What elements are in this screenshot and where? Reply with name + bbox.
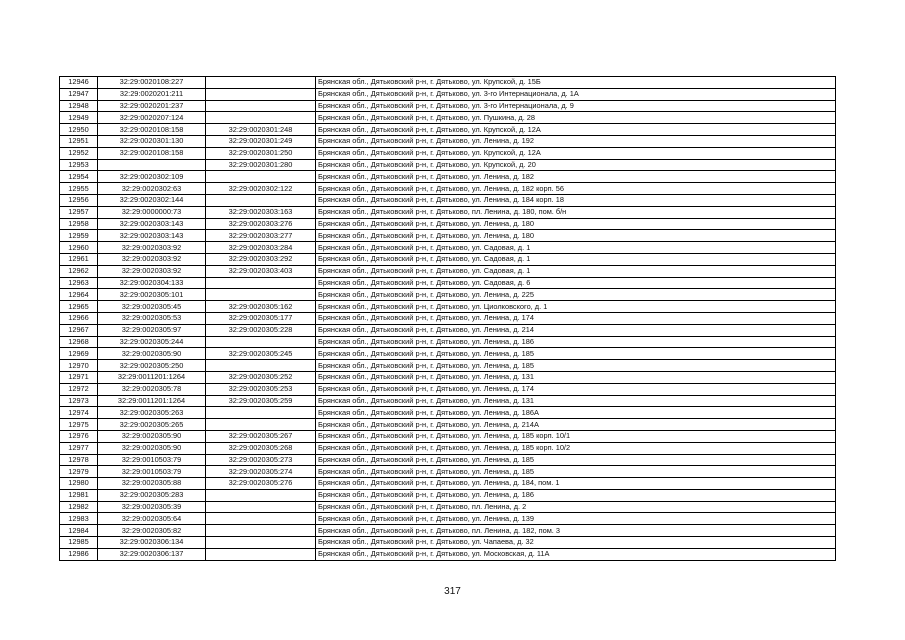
related-cadastral-number-cell: 32:29:0020303:284: [206, 242, 316, 254]
row-number-cell: 12973: [60, 395, 98, 407]
address-cell: Брянская обл., Дятьковский р-н, г. Дятьково, ул. Крупской, д. 12А: [316, 124, 836, 136]
table-row: [60, 548, 836, 560]
row-number-cell: 12947: [60, 88, 98, 100]
row-number-cell: 12982: [60, 501, 98, 513]
address-cell: Брянская обл., Дятьковский р-н, г. Дятьково, ул. Садовая, д. 1: [316, 265, 836, 277]
cadastral-number-cell: 32:29:0020302:109: [98, 171, 206, 183]
table-row: [60, 230, 836, 242]
related-cadastral-number-cell: [206, 88, 316, 100]
table-row: [60, 466, 836, 478]
table-row: [60, 253, 836, 265]
row-number-cell: 12965: [60, 301, 98, 313]
cadastral-number-cell: 32:29:0010503:79: [98, 466, 206, 478]
row-number-cell: 12949: [60, 112, 98, 124]
table-row: [60, 218, 836, 230]
table-row: [60, 537, 836, 549]
related-cadastral-number-cell: 32:29:0020305:268: [206, 442, 316, 454]
related-cadastral-number-cell: 32:29:0020305:267: [206, 430, 316, 442]
related-cadastral-number-cell: [206, 489, 316, 501]
page-number: 317: [444, 586, 461, 597]
table-row: [60, 430, 836, 442]
related-cadastral-number-cell: 32:29:0020305:276: [206, 478, 316, 490]
cadastral-number-cell: 32:29:0011201:1264: [98, 395, 206, 407]
cadastral-number-cell: 32:29:0020302:63: [98, 183, 206, 195]
related-cadastral-number-cell: 32:29:0020305:274: [206, 466, 316, 478]
table-row: [60, 371, 836, 383]
related-cadastral-number-cell: 32:29:0020301:280: [206, 159, 316, 171]
row-number-cell: 12983: [60, 513, 98, 525]
cadastral-number-cell: 32:29:0020201:237: [98, 100, 206, 112]
table-row: [60, 360, 836, 372]
address-cell: Брянская обл., Дятьковский р-н, г. Дятьково, ул. Ленина, д. 174: [316, 312, 836, 324]
cadastral-number-cell: 32:29:0020305:78: [98, 383, 206, 395]
related-cadastral-number-cell: [206, 336, 316, 348]
row-number-cell: 12970: [60, 360, 98, 372]
row-number-cell: 12968: [60, 336, 98, 348]
cadastral-number-cell: 32:29:0020108:158: [98, 147, 206, 159]
row-number-cell: 12946: [60, 77, 98, 89]
address-cell: Брянская обл., Дятьковский р-н, г. Дятьково, ул. Ленина, д. 184 корп. 18: [316, 194, 836, 206]
address-cell: Брянская обл., Дятьковский р-н, г. Дятьково, ул. Садовая, д. 1: [316, 253, 836, 265]
row-number-cell: 12955: [60, 183, 98, 195]
related-cadastral-number-cell: 32:29:0020303:163: [206, 206, 316, 218]
related-cadastral-number-cell: 32:29:0020305:245: [206, 348, 316, 360]
related-cadastral-number-cell: 32:29:0020305:273: [206, 454, 316, 466]
related-cadastral-number-cell: 32:29:0020305:253: [206, 383, 316, 395]
registry-table-body: [60, 77, 836, 561]
address-cell: Брянская обл., Дятьковский р-н, г. Дятьково, ул. Ленина, д. 185 корп. 10/1: [316, 430, 836, 442]
address-cell: Брянская обл., Дятьковский р-н, г. Дятьково, ул. Садовая, д. 1: [316, 242, 836, 254]
table-row: [60, 171, 836, 183]
cadastral-number-cell: 32:29:0020305:39: [98, 501, 206, 513]
row-number-cell: 12971: [60, 371, 98, 383]
row-number-cell: 12969: [60, 348, 98, 360]
table-row: [60, 277, 836, 289]
related-cadastral-number-cell: 32:29:0020305:228: [206, 324, 316, 336]
row-number-cell: 12957: [60, 206, 98, 218]
related-cadastral-number-cell: [206, 537, 316, 549]
related-cadastral-number-cell: 32:29:0020305:252: [206, 371, 316, 383]
table-row: [60, 525, 836, 537]
cadastral-number-cell: 32:29:0020108:227: [98, 77, 206, 89]
related-cadastral-number-cell: 32:29:0020302:122: [206, 183, 316, 195]
related-cadastral-number-cell: [206, 112, 316, 124]
table-row: [60, 124, 836, 136]
table-row: [60, 183, 836, 195]
related-cadastral-number-cell: [206, 77, 316, 89]
row-number-cell: 12964: [60, 289, 98, 301]
table-row: [60, 312, 836, 324]
address-cell: Брянская обл., Дятьковский р-н, г. Дятьково, ул. Ленина, д. 185: [316, 466, 836, 478]
related-cadastral-number-cell: 32:29:0020305:162: [206, 301, 316, 313]
cadastral-number-cell: 32:29:0020301:130: [98, 135, 206, 147]
table-row: [60, 77, 836, 89]
cadastral-number-cell: 32:29:0020305:90: [98, 430, 206, 442]
cadastral-number-cell: 32:29:0000000:73: [98, 206, 206, 218]
table-row: [60, 100, 836, 112]
row-number-cell: 12958: [60, 218, 98, 230]
row-number-cell: 12962: [60, 265, 98, 277]
related-cadastral-number-cell: [206, 360, 316, 372]
related-cadastral-number-cell: 32:29:0020305:259: [206, 395, 316, 407]
table-row: [60, 242, 836, 254]
related-cadastral-number-cell: 32:29:0020303:292: [206, 253, 316, 265]
related-cadastral-number-cell: 32:29:0020305:177: [206, 312, 316, 324]
related-cadastral-number-cell: [206, 525, 316, 537]
address-cell: Брянская обл., Дятьковский р-н, г. Дятьково, ул. Ленина, д. 185 корп. 10/2: [316, 442, 836, 454]
address-cell: Брянская обл., Дятьковский р-н, г. Дятьково, ул. Ленина, д. 131: [316, 395, 836, 407]
related-cadastral-number-cell: [206, 548, 316, 560]
cadastral-number-cell: 32:29:0020305:88: [98, 478, 206, 490]
table-row: [60, 88, 836, 100]
address-cell: Брянская обл., Дятьковский р-н, г. Дятьково, пл. Ленина, д. 180, пом. б/н: [316, 206, 836, 218]
row-number-cell: 12976: [60, 430, 98, 442]
cadastral-number-cell: 32:29:0020303:92: [98, 265, 206, 277]
cadastral-number-cell: 32:29:0020305:283: [98, 489, 206, 501]
cadastral-number-cell: 32:29:0020305:64: [98, 513, 206, 525]
cadastral-number-cell: 32:29:0020306:137: [98, 548, 206, 560]
cadastral-number-cell: 32:29:0020303:92: [98, 253, 206, 265]
cadastral-number-cell: 32:29:0020305:53: [98, 312, 206, 324]
table-row: [60, 301, 836, 313]
table-row: [60, 513, 836, 525]
table-row: [60, 265, 836, 277]
row-number-cell: 12951: [60, 135, 98, 147]
address-cell: Брянская обл., Дятьковский р-н, г. Дятьково, ул. Крупской, д. 15Б: [316, 77, 836, 89]
address-cell: Брянская обл., Дятьковский р-н, г. Дятьково, ул. Ленина, д. 186: [316, 336, 836, 348]
row-number-cell: 12977: [60, 442, 98, 454]
table-row: [60, 395, 836, 407]
table-row: [60, 348, 836, 360]
address-cell: Брянская обл., Дятьковский р-н, г. Дятьково, ул. 3-го Интернационала, д. 1А: [316, 88, 836, 100]
related-cadastral-number-cell: 32:29:0020303:277: [206, 230, 316, 242]
table-row: [60, 442, 836, 454]
cadastral-number-cell: 32:29:0020305:101: [98, 289, 206, 301]
row-number-cell: 12974: [60, 407, 98, 419]
cadastral-number-cell: 32:29:0020303:143: [98, 230, 206, 242]
address-cell: Брянская обл., Дятьковский р-н, г. Дятьково, ул. Чапаева, д. 32: [316, 537, 836, 549]
address-cell: Брянская обл., Дятьковский р-н, г. Дятьково, ул. Пушкина, д. 28: [316, 112, 836, 124]
cadastral-number-cell: 32:29:0020303:92: [98, 242, 206, 254]
related-cadastral-number-cell: 32:29:0020301:250: [206, 147, 316, 159]
row-number-cell: 12961: [60, 253, 98, 265]
row-number-cell: 12980: [60, 478, 98, 490]
row-number-cell: 12972: [60, 383, 98, 395]
row-number-cell: 12981: [60, 489, 98, 501]
table-row: [60, 336, 836, 348]
address-cell: Брянская обл., Дятьковский р-н, г. Дятьково, ул. Ленина, д. 139: [316, 513, 836, 525]
address-cell: Брянская обл., Дятьковский р-н, г. Дятьково, ул. Ленина, д. 180: [316, 218, 836, 230]
row-number-cell: 12960: [60, 242, 98, 254]
table-row: [60, 419, 836, 431]
cadastral-number-cell: 32:29:0020305:82: [98, 525, 206, 537]
row-number-cell: 12975: [60, 419, 98, 431]
table-row: [60, 147, 836, 159]
address-cell: Брянская обл., Дятьковский р-н, г. Дятьково, ул. Ленина, д. 185: [316, 454, 836, 466]
table-row: [60, 407, 836, 419]
address-cell: Брянская обл., Дятьковский р-н, г. Дятьково, ул. Крупской, д. 20: [316, 159, 836, 171]
related-cadastral-number-cell: 32:29:0020303:276: [206, 218, 316, 230]
table-row: [60, 112, 836, 124]
related-cadastral-number-cell: 32:29:0020301:248: [206, 124, 316, 136]
table-row: [60, 159, 836, 171]
address-cell: Брянская обл., Дятьковский р-н, г. Дятьково, пл. Ленина, д. 182, пом. 3: [316, 525, 836, 537]
cadastral-number-cell: 32:29:0020305:97: [98, 324, 206, 336]
cadastral-number-cell: 32:29:0020201:211: [98, 88, 206, 100]
registry-table: [59, 76, 836, 561]
cadastral-number-cell: 32:29:0010503:79: [98, 454, 206, 466]
cadastral-number-cell: 32:29:0020306:134: [98, 537, 206, 549]
address-cell: Брянская обл., Дятьковский р-н, г. Дятьково, ул. Ленина, д. 192: [316, 135, 836, 147]
address-cell: Брянская обл., Дятьковский р-н, г. Дятьково, ул. Садовая, д. 6: [316, 277, 836, 289]
cadastral-number-cell: [98, 159, 206, 171]
row-number-cell: 12966: [60, 312, 98, 324]
address-cell: Брянская обл., Дятьковский р-н, г. Дятьково, ул. Циолковского, д. 1: [316, 301, 836, 313]
table-row: [60, 383, 836, 395]
row-number-cell: 12948: [60, 100, 98, 112]
table-row: [60, 324, 836, 336]
row-number-cell: 12986: [60, 548, 98, 560]
related-cadastral-number-cell: [206, 277, 316, 289]
table-row: [60, 501, 836, 513]
address-cell: Брянская обл., Дятьковский р-н, г. Дятьково, ул. Ленина, д. 185: [316, 348, 836, 360]
cadastral-number-cell: 32:29:0020303:143: [98, 218, 206, 230]
address-cell: Брянская обл., Дятьковский р-н, г. Дятьково, ул. Ленина, д. 225: [316, 289, 836, 301]
related-cadastral-number-cell: [206, 501, 316, 513]
row-number-cell: 12967: [60, 324, 98, 336]
row-number-cell: 12959: [60, 230, 98, 242]
row-number-cell: 12953: [60, 159, 98, 171]
related-cadastral-number-cell: [206, 513, 316, 525]
table-row: [60, 206, 836, 218]
cadastral-number-cell: 32:29:0020305:263: [98, 407, 206, 419]
related-cadastral-number-cell: [206, 100, 316, 112]
address-cell: Брянская обл., Дятьковский р-н, г. Дятьково, ул. Ленина, д. 182 корп. 56: [316, 183, 836, 195]
cadastral-number-cell: 32:29:0020305:265: [98, 419, 206, 431]
address-cell: Брянская обл., Дятьковский р-н, г. Дятьково, ул. Ленина, д. 184, пом. 1: [316, 478, 836, 490]
cadastral-number-cell: 32:29:0020305:250: [98, 360, 206, 372]
table-row: [60, 478, 836, 490]
related-cadastral-number-cell: [206, 419, 316, 431]
address-cell: Брянская обл., Дятьковский р-н, г. Дятьково, ул. Ленина, д. 180: [316, 230, 836, 242]
cadastral-number-cell: 32:29:0020302:144: [98, 194, 206, 206]
row-number-cell: 12963: [60, 277, 98, 289]
related-cadastral-number-cell: [206, 194, 316, 206]
cadastral-number-cell: 32:29:0020305:244: [98, 336, 206, 348]
address-cell: Брянская обл., Дятьковский р-н, г. Дятьково, ул. 3-го Интернационала, д. 9: [316, 100, 836, 112]
address-cell: Брянская обл., Дятьковский р-н, г. Дятьково, ул. Московская, д. 11А: [316, 548, 836, 560]
cadastral-number-cell: 32:29:0011201:1264: [98, 371, 206, 383]
cadastral-number-cell: 32:29:0020305:90: [98, 348, 206, 360]
address-cell: Брянская обл., Дятьковский р-н, г. Дятьково, ул. Ленина, д. 174: [316, 383, 836, 395]
table-row: [60, 194, 836, 206]
address-cell: Брянская обл., Дятьковский р-н, г. Дятьково, ул. Ленина, д. 186: [316, 489, 836, 501]
address-cell: Брянская обл., Дятьковский р-н, г. Дятьково, ул. Ленина, д. 186А: [316, 407, 836, 419]
related-cadastral-number-cell: [206, 171, 316, 183]
row-number-cell: 12979: [60, 466, 98, 478]
row-number-cell: 12952: [60, 147, 98, 159]
table-row: [60, 289, 836, 301]
address-cell: Брянская обл., Дятьковский р-н, г. Дятьково, ул. Ленина, д. 214: [316, 324, 836, 336]
address-cell: Брянская обл., Дятьковский р-н, г. Дятьково, ул. Крупской, д. 12А: [316, 147, 836, 159]
cadastral-number-cell: 32:29:0020305:45: [98, 301, 206, 313]
table-row: [60, 454, 836, 466]
row-number-cell: 12954: [60, 171, 98, 183]
address-cell: Брянская обл., Дятьковский р-н, г. Дятьково, ул. Ленина, д. 185: [316, 360, 836, 372]
cadastral-number-cell: 32:29:0020305:90: [98, 442, 206, 454]
table-row: [60, 135, 836, 147]
related-cadastral-number-cell: [206, 289, 316, 301]
row-number-cell: 12978: [60, 454, 98, 466]
related-cadastral-number-cell: 32:29:0020301:249: [206, 135, 316, 147]
address-cell: Брянская обл., Дятьковский р-н, г. Дятьково, пл. Ленина, д. 2: [316, 501, 836, 513]
address-cell: Брянская обл., Дятьковский р-н, г. Дятьково, ул. Ленина, д. 214А: [316, 419, 836, 431]
row-number-cell: 12956: [60, 194, 98, 206]
related-cadastral-number-cell: [206, 407, 316, 419]
table-row: [60, 489, 836, 501]
cadastral-number-cell: 32:29:0020304:133: [98, 277, 206, 289]
related-cadastral-number-cell: 32:29:0020303:403: [206, 265, 316, 277]
row-number-cell: 12950: [60, 124, 98, 136]
row-number-cell: 12984: [60, 525, 98, 537]
cadastral-number-cell: 32:29:0020108:158: [98, 124, 206, 136]
row-number-cell: 12985: [60, 537, 98, 549]
address-cell: Брянская обл., Дятьковский р-н, г. Дятьково, ул. Ленина, д. 182: [316, 171, 836, 183]
cadastral-number-cell: 32:29:0020207:124: [98, 112, 206, 124]
address-cell: Брянская обл., Дятьковский р-н, г. Дятьково, ул. Ленина, д. 131: [316, 371, 836, 383]
